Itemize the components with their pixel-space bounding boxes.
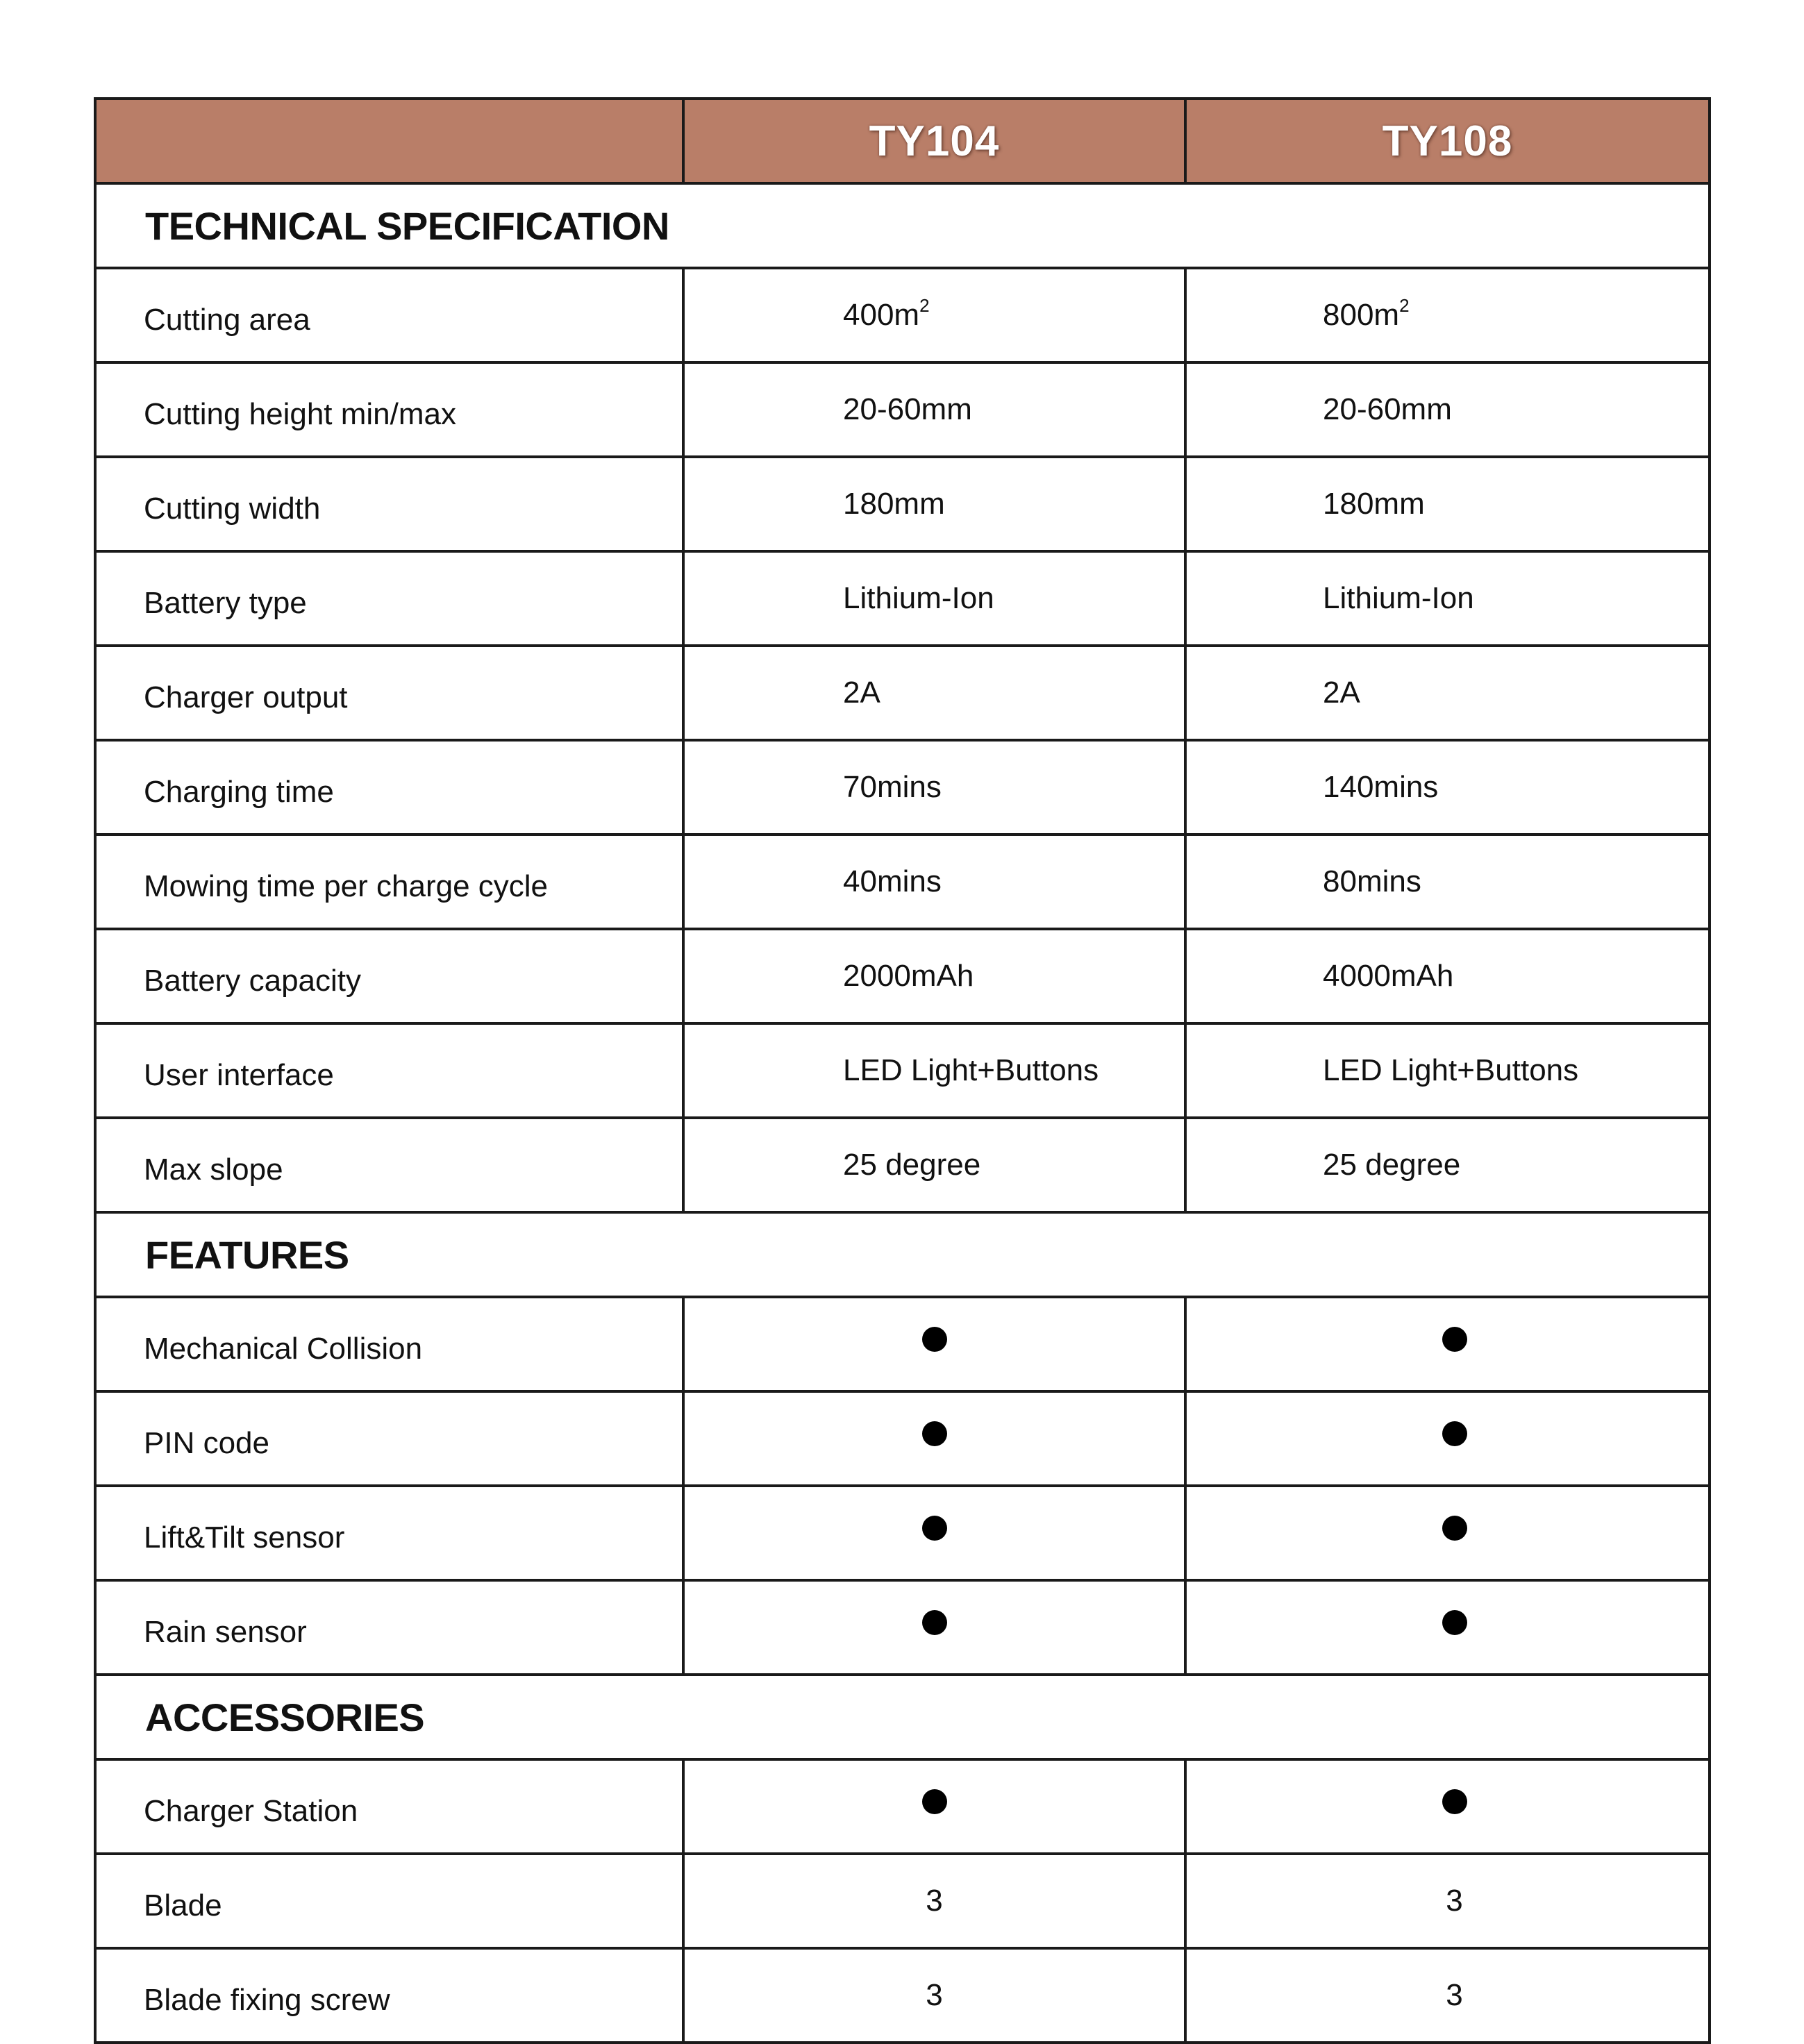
included-dot-icon — [922, 1516, 947, 1541]
accessories-section-row — [95, 1675, 1710, 1759]
included-dot-icon — [922, 1789, 947, 1814]
spec-value-cell — [1185, 929, 1710, 1023]
features-section-title: FEATURES — [95, 1212, 1710, 1297]
feature-row — [95, 1297, 1710, 1391]
accessory-row — [95, 1854, 1710, 1948]
spec-value-cell — [683, 646, 1185, 740]
spec-value: 4000mAh — [1323, 959, 1454, 993]
spec-value-cell — [1185, 1023, 1710, 1118]
spec-value: 180mm — [1323, 487, 1425, 521]
feature-included-cell — [683, 1486, 1185, 1580]
row-label: Blade fixing screw — [95, 1948, 683, 2043]
technical_specification-section-title: TECHNICAL SPECIFICATION — [95, 183, 1710, 268]
spec-value-cell — [683, 268, 1185, 362]
included-dot-icon — [1442, 1421, 1467, 1446]
row-label: Lift&Tilt sensor — [95, 1486, 683, 1580]
spec-row — [95, 740, 1710, 835]
feature-included-cell — [1185, 1580, 1710, 1675]
row-label: Rain sensor — [95, 1580, 683, 1675]
row-label: Mowing time per charge cycle — [95, 835, 683, 929]
row-label: Blade — [95, 1854, 683, 1948]
spec-value: 2000mAh — [843, 959, 974, 993]
header-blank-cell — [95, 99, 683, 183]
features-section-row — [95, 1212, 1710, 1297]
spec-value-cell — [683, 457, 1185, 551]
model-ty104-header: TY104 — [683, 99, 1185, 183]
feature-included-cell — [1185, 1297, 1710, 1391]
spec-row — [95, 457, 1710, 551]
spec-value: 180mm — [843, 487, 945, 521]
spec-value: 20-60mm — [843, 392, 972, 426]
spec-value-cell — [683, 835, 1185, 929]
included-dot-icon — [1442, 1516, 1467, 1541]
spec-row — [95, 1118, 1710, 1212]
accessory-row — [95, 1759, 1710, 1854]
spec-value-cell — [1185, 835, 1710, 929]
row-label: PIN code — [95, 1391, 683, 1486]
spec-value-cell — [683, 1023, 1185, 1118]
spec-row — [95, 1023, 1710, 1118]
accessory-included-cell — [1185, 1759, 1710, 1854]
feature-included-cell — [1185, 1486, 1710, 1580]
spec-row — [95, 268, 1710, 362]
spec-value: $400m^2$ — [843, 295, 930, 332]
spec-value: Lithium-Ion — [1323, 581, 1474, 615]
row-label: Battery type — [95, 551, 683, 646]
accessory-quantity-cell — [1185, 1854, 1710, 1948]
included-dot-icon — [922, 1610, 947, 1635]
feature-included-cell — [683, 1297, 1185, 1391]
model-header-row — [95, 99, 1710, 183]
spec-row — [95, 646, 1710, 740]
spec-row — [95, 551, 1710, 646]
row-label: Max slope — [95, 1118, 683, 1212]
spec-value: 25 degree — [843, 1148, 981, 1182]
spec-value: 2A — [1323, 676, 1360, 710]
accessory-quantity: 3 — [1446, 1978, 1463, 2012]
spec-value-cell — [683, 1118, 1185, 1212]
feature-row — [95, 1391, 1710, 1486]
feature-included-cell — [1185, 1391, 1710, 1486]
spec-value: 20-60mm — [1323, 392, 1452, 426]
accessory-quantity-cell — [1185, 1948, 1710, 2043]
row-label: Charger Station — [95, 1759, 683, 1854]
spec-value: $800m^2$ — [1323, 295, 1410, 332]
row-label: Charger output — [95, 646, 683, 740]
accessory-quantity-cell — [683, 1854, 1185, 1948]
included-dot-icon — [1442, 1610, 1467, 1635]
accessory-quantity: 3 — [1446, 1884, 1463, 1918]
accessories-section-title: ACCESSORIES — [95, 1675, 1710, 1759]
accessory-quantity: 3 — [926, 1884, 943, 1918]
included-dot-icon — [922, 1327, 947, 1352]
spec-value: 40mins — [843, 864, 942, 898]
spec-value: LED Light+Buttons — [843, 1053, 1099, 1087]
spec-comparison-table — [94, 97, 1711, 2044]
feature-included-cell — [683, 1580, 1185, 1675]
model-ty108-header: TY108 — [1185, 99, 1710, 183]
spec-value-cell — [1185, 457, 1710, 551]
spec-value: 25 degree — [1323, 1148, 1461, 1182]
accessory-quantity: 3 — [926, 1978, 943, 2012]
spec-row — [95, 362, 1710, 457]
included-dot-icon — [922, 1421, 947, 1446]
feature-row — [95, 1580, 1710, 1675]
accessory-included-cell — [683, 1759, 1185, 1854]
spec-value-cell — [683, 740, 1185, 835]
spec-value-cell — [1185, 646, 1710, 740]
spec-value-cell — [1185, 551, 1710, 646]
spec-row — [95, 929, 1710, 1023]
spec-value-cell — [683, 551, 1185, 646]
included-dot-icon — [1442, 1327, 1467, 1352]
spec-value-cell — [1185, 740, 1710, 835]
row-label: User interface — [95, 1023, 683, 1118]
spec-row — [95, 835, 1710, 929]
spec-value-cell — [683, 362, 1185, 457]
spec-value: 70mins — [843, 770, 942, 804]
row-label: Cutting width — [95, 457, 683, 551]
spec-value-cell — [1185, 362, 1710, 457]
row-label: Charging time — [95, 740, 683, 835]
row-label: Cutting height min/max — [95, 362, 683, 457]
feature-row — [95, 1486, 1710, 1580]
feature-included-cell — [683, 1391, 1185, 1486]
spec-value: LED Light+Buttons — [1323, 1053, 1579, 1087]
spec-value-cell — [683, 929, 1185, 1023]
accessory-quantity-cell — [683, 1948, 1185, 2043]
row-label: Battery capacity — [95, 929, 683, 1023]
row-label: Mechanical Collision — [95, 1297, 683, 1391]
spec-value-cell — [1185, 1118, 1710, 1212]
spec-value: 80mins — [1323, 864, 1421, 898]
spec-value-cell — [1185, 268, 1710, 362]
spec-value: 2A — [843, 676, 880, 710]
technical_specification-section-row — [95, 183, 1710, 268]
included-dot-icon — [1442, 1789, 1467, 1814]
spec-value: Lithium-Ion — [843, 581, 994, 615]
spec-value: 140mins — [1323, 770, 1439, 804]
row-label: Cutting area — [95, 268, 683, 362]
accessory-row — [95, 1948, 1710, 2043]
